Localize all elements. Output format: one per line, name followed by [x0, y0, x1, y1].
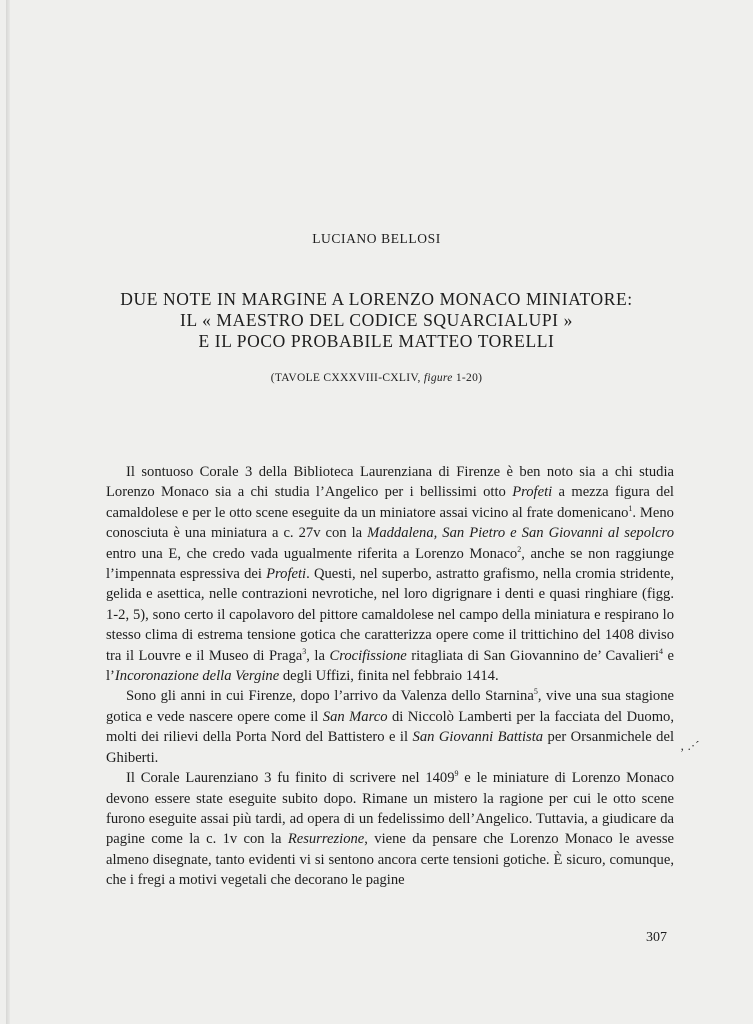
body-paragraph: [106, 686, 674, 768]
footnote-ref: 1: [628, 503, 633, 513]
text-run: , viene da pensare che Lorenzo Monaco le avesse almeno disegnate, tanto evidenti vi si sentono ancora certe tensioni gotiche. È sicuro, comunque, che i fregi a motivi vegetali che decorano le pagine: [106, 831, 674, 889]
plates-suffix: 1-20): [452, 372, 483, 384]
text-run: a mezza figura del camaldolese e per le otto scene eseguite da un miniatore assai vicino al frate domenicano: [106, 484, 674, 521]
page-edge-shadow: [6, 0, 10, 1024]
article-title: [0, 289, 753, 352]
italic-text: San Giovanni Battista: [412, 729, 544, 746]
italic-text: San Marco: [322, 708, 388, 725]
text-run: . Questi, nel superbo, astratto grafismo, nella cromia stridente, gelida e asettica, nelle contrazioni nevrotiche, nel loro digrignare i denti e quasi ringhiare (figg. 1-2, 5), sono certo il capolavoro del pittore camaldolese nel campo della miniatura e respirano lo stesso clima di estrema tensione gotica che caratterizza opere come il trittichino del 1408 diviso tra il Louvre e il Museo di Praga: [106, 566, 674, 664]
italic-text: Maddalena, San Pietro e San Giovanni al sepolcro: [367, 525, 674, 542]
margin-pencil-mark: ‚ .·´: [680, 738, 700, 753]
body-paragraph: [106, 462, 674, 686]
text-run: Sono gli anni in cui Firenze, dopo l’arrivo da Valenza dello Starnina: [126, 688, 534, 705]
title-line: IL « MAESTRO DEL CODICE SQUARCIALUPI »: [180, 310, 573, 330]
text-run: . Meno conosciuta è una miniatura a c. 27v con la: [106, 504, 674, 542]
text-run: Il Corale Laurenziano 3 fu finito di scrivere nel 1409: [126, 770, 455, 787]
text-run: per Orsanmichele del Ghiberti.: [106, 729, 674, 766]
text-run: , vive una sua stagione gotica e vede nascere opere come il: [106, 688, 675, 725]
italic-text: Resurrezione: [287, 831, 365, 848]
footnote-ref: 5: [533, 687, 538, 697]
body-paragraph: [106, 768, 674, 890]
article-author: LUCIANO BELLOSI: [312, 231, 441, 246]
footnote-ref: 3: [302, 646, 307, 656]
text-run: e l’: [106, 647, 674, 685]
text-run: Il sontuoso Corale 3 della Biblioteca Laurenziana di Firenze è ben noto sia a chi studia Lorenzo Monaco sia a chi studia l’Angelico per i bellissimi otto: [106, 464, 674, 501]
plates-reference: [0, 372, 753, 384]
italic-text: Crocifissione: [329, 647, 407, 664]
text-run: e le miniature di Lorenzo Monaco devono essere state eseguite subito dopo. Rimane un mistero la ragione per cui le otto scene furono eseguite assai più tardi, ad opera di un fedelissimo dell’Angelico. Tuttavia, a giudicare da pagine come la c. 1v con la: [106, 770, 675, 848]
article-body: [106, 462, 674, 891]
text-run: , anche se non raggiunge l’impennata espressiva dei: [106, 545, 674, 583]
text-run: ritagliata di San Giovannino de’ Cavalieri: [406, 647, 659, 664]
text-run: , la: [306, 647, 330, 664]
text-run: degli Uffizi, finita nel febbraio 1414.: [279, 668, 499, 685]
title-line: DUE NOTE IN MARGINE A LORENZO MONACO MINIATORE:: [120, 289, 633, 309]
plates-figure-word: figure: [423, 372, 453, 384]
text-run: di Niccolò Lamberti per la facciata del Duomo, molti dei rilievi della Porta Nord del Battistero e il: [106, 708, 674, 746]
italic-text: Incoronazione della Vergine: [114, 668, 280, 685]
page-number: 307: [646, 930, 667, 945]
italic-text: Profeti: [266, 566, 307, 583]
plates-prefix: (TAVOLE CXXXVIII-CXLIV,: [270, 372, 424, 384]
italic-text: Profeti: [512, 484, 553, 501]
footnote-ref: 9: [454, 769, 459, 779]
footnote-ref: 4: [658, 646, 663, 656]
footnote-ref: 2: [517, 544, 522, 554]
text-run: entro una E, che credo vada ugualmente riferita a Lorenzo Monaco: [106, 545, 518, 562]
title-line: E IL POCO PROBABILE MATTEO TORELLI: [198, 331, 555, 351]
